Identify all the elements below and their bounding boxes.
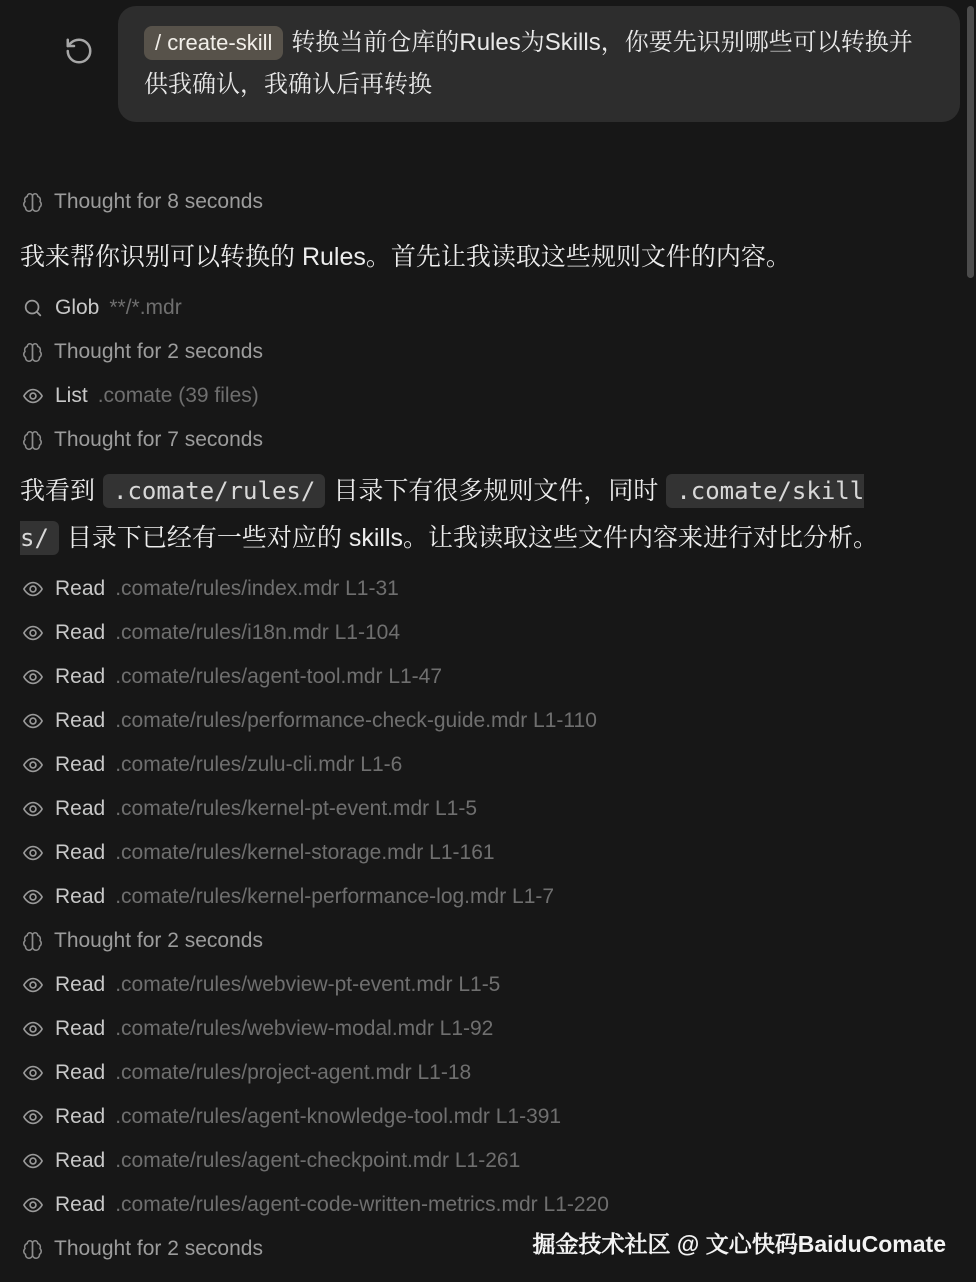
thought-row[interactable] <box>0 180 976 224</box>
tool-label: Read <box>55 709 106 732</box>
tool-row-list[interactable] <box>0 374 976 418</box>
tool-args: .comate/rules/kernel-pt-event.mdr L1-5 <box>115 797 478 820</box>
eye-icon <box>22 886 44 908</box>
tool-row-read[interactable] <box>0 875 976 919</box>
tool-label: Read <box>55 885 106 908</box>
brain-icon <box>22 342 43 363</box>
undo-icon <box>64 36 94 66</box>
brain-icon <box>22 192 43 213</box>
tool-row-read[interactable] <box>0 567 976 611</box>
tool-label: Read <box>55 797 106 820</box>
tool-label: Glob <box>55 296 100 319</box>
tool-row-read[interactable] <box>0 743 976 787</box>
thought-row[interactable] <box>0 919 976 963</box>
brain-icon <box>22 931 43 952</box>
regenerate-button[interactable] <box>64 36 94 66</box>
tool-label: Read <box>55 1017 106 1040</box>
eye-icon <box>22 666 44 688</box>
tool-label: Read <box>55 973 106 996</box>
tool-args: **/*.mdr <box>109 296 182 319</box>
tool-row-read[interactable] <box>0 963 976 1007</box>
tool-label: Read <box>55 1149 106 1172</box>
scrollbar-thumb[interactable] <box>967 6 974 278</box>
tool-args: .comate/rules/agent-code-written-metrics.mdr L1-220 <box>115 1193 609 1216</box>
user-message-text: 转换当前仓库的Rules为Skills，你要先识别哪些可以转换并供我确认，我确认后再转换 <box>144 29 913 98</box>
tool-label: List <box>55 384 88 407</box>
tool-args: .comate/rules/agent-checkpoint.mdr L1-261 <box>115 1149 521 1172</box>
text-segment: 目录下已经有一些对应的 skills。让我读取这些文件内容来进行对比分析。 <box>66 524 879 552</box>
tool-label: Read <box>55 841 106 864</box>
text-segment: 目录下有很多规则文件，同时 <box>333 477 659 505</box>
brain-icon <box>22 1239 43 1260</box>
tool-args: .comate/rules/kernel-storage.mdr L1-161 <box>115 841 495 864</box>
tool-label: Read <box>55 577 106 600</box>
eye-icon <box>22 798 44 820</box>
tool-row-read[interactable] <box>0 1095 976 1139</box>
eye-icon <box>22 1062 44 1084</box>
eye-icon <box>22 974 44 996</box>
eye-icon <box>22 1106 44 1128</box>
thought-label: Thought for 8 seconds <box>54 190 263 213</box>
eye-icon <box>22 842 44 864</box>
inline-code: .comate/rules/ <box>103 474 325 508</box>
eye-icon <box>22 385 44 407</box>
eye-icon <box>22 1194 44 1216</box>
tool-label: Read <box>55 1193 106 1216</box>
thought-label: Thought for 2 seconds <box>54 1237 263 1260</box>
eye-icon <box>22 1150 44 1172</box>
tool-row-read[interactable] <box>0 655 976 699</box>
tool-args: .comate/rules/i18n.mdr L1-104 <box>115 621 401 644</box>
search-icon <box>22 297 44 319</box>
watermark: 掘金技术社区 @ 文心快码BaiduComate <box>532 1231 946 1257</box>
tool-args: .comate (39 files) <box>97 384 259 407</box>
tool-row-read[interactable] <box>0 787 976 831</box>
eye-icon <box>22 1018 44 1040</box>
tool-args: .comate/rules/agent-knowledge-tool.mdr L1-391 <box>115 1105 562 1128</box>
tool-row-read[interactable] <box>0 1007 976 1051</box>
thought-label: Thought for 2 seconds <box>54 340 263 363</box>
thought-label: Thought for 2 seconds <box>54 929 263 952</box>
tool-args: .comate/rules/zulu-cli.mdr L1-6 <box>115 753 403 776</box>
tool-args: .comate/rules/project-agent.mdr L1-18 <box>115 1061 472 1084</box>
text-segment: 我看到 <box>20 477 96 505</box>
eye-icon <box>22 622 44 644</box>
brain-icon <box>22 430 43 451</box>
tool-row-read[interactable] <box>0 1183 976 1227</box>
thought-row[interactable] <box>0 418 976 462</box>
user-message-area <box>0 6 976 122</box>
eye-icon <box>22 754 44 776</box>
tool-args: .comate/rules/webview-pt-event.mdr L1-5 <box>115 973 501 996</box>
slash-command-tag: / create-skill <box>144 26 283 60</box>
assistant-paragraph: 我来帮你识别可以转换的 Rules。首先让我读取这些规则文件的内容。 <box>20 243 791 271</box>
tool-row-read[interactable] <box>0 1051 976 1095</box>
tool-args: .comate/rules/performance-check-guide.mdr L1-110 <box>115 709 597 732</box>
tool-label: Read <box>55 621 106 644</box>
tool-label: Read <box>55 665 106 688</box>
tool-row-glob[interactable] <box>0 286 976 330</box>
tool-row-read[interactable] <box>0 611 976 655</box>
inline-code: .comate/skills/ <box>20 474 864 555</box>
tool-args: .comate/rules/agent-tool.mdr L1-47 <box>115 665 443 688</box>
tool-args: .comate/rules/index.mdr L1-31 <box>115 577 399 600</box>
tool-label: Read <box>55 1105 106 1128</box>
tool-row-read[interactable] <box>0 699 976 743</box>
eye-icon <box>22 578 44 600</box>
assistant-paragraph <box>20 468 900 562</box>
tool-row-read[interactable] <box>0 831 976 875</box>
tool-row-read[interactable] <box>0 1139 976 1183</box>
user-message-bubble <box>118 6 960 122</box>
thought-row[interactable] <box>0 330 976 374</box>
tool-args: .comate/rules/webview-modal.mdr L1-92 <box>115 1017 494 1040</box>
tool-label: Read <box>55 1061 106 1084</box>
tool-args: .comate/rules/kernel-performance-log.mdr L1-7 <box>115 885 555 908</box>
tool-label: Read <box>55 753 106 776</box>
thought-label: Thought for 7 seconds <box>54 428 263 451</box>
eye-icon <box>22 710 44 732</box>
